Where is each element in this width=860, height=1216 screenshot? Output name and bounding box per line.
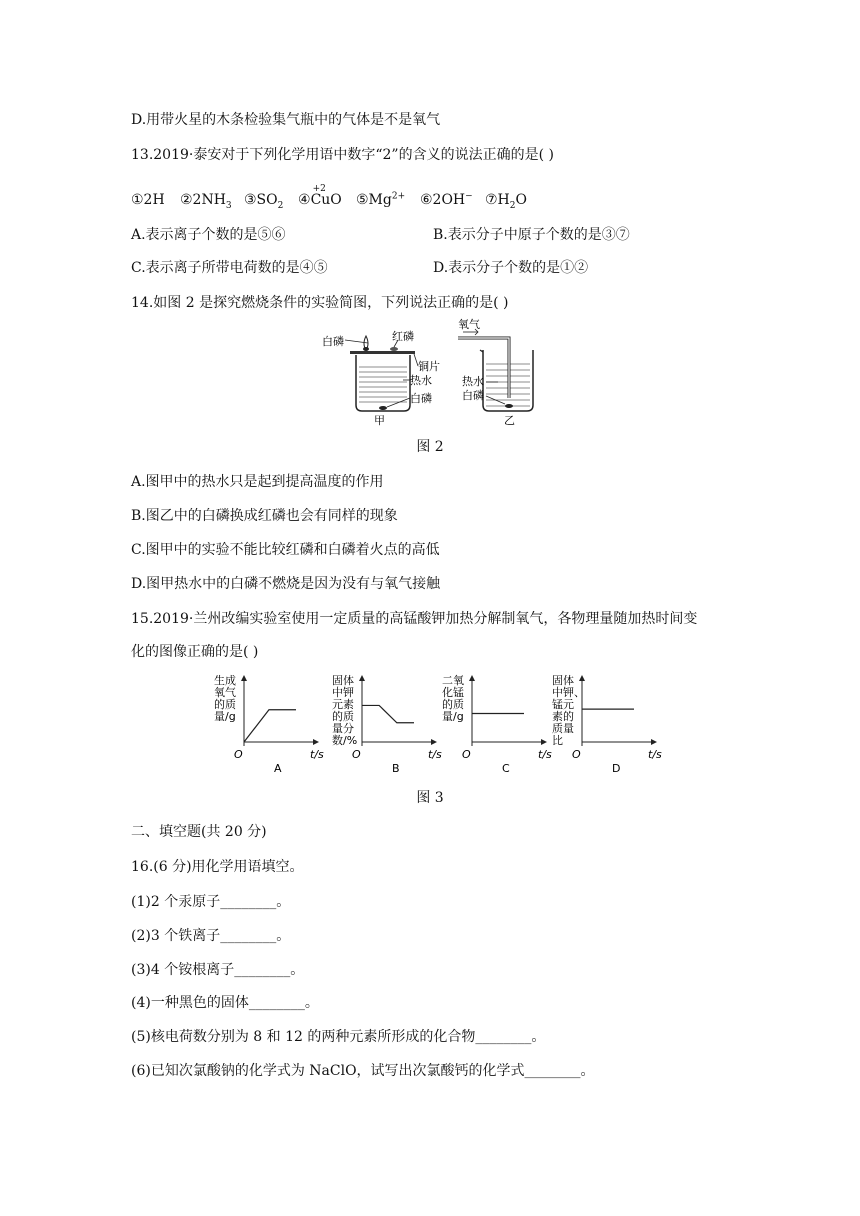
- apparatus-b: [458, 317, 533, 427]
- label-apparatus-a: 甲: [374, 414, 385, 427]
- white-phosphorus-b: [505, 404, 513, 408]
- graph-b: [332, 673, 442, 775]
- graph-ylabel-line: 素的: [552, 710, 574, 723]
- q16-item-6: (6)已知次氯酸钠的化学式为 NaClO，试写出次氯酸钙的化学式________。: [131, 1063, 595, 1079]
- x-axis-label: t/s: [310, 748, 324, 761]
- graph-ylabel-line: 化锰: [442, 686, 464, 699]
- graph-ylabel-line: 固体: [552, 674, 574, 687]
- red-phosphorus: [390, 347, 398, 351]
- label-hot-water-b: 热水: [462, 375, 484, 388]
- graph-ylabel-line: 的质: [214, 698, 236, 711]
- graph-name: D: [612, 762, 621, 775]
- graph-line: [362, 705, 414, 722]
- figure-3-caption: 图 3: [416, 790, 444, 806]
- origin-label: O: [462, 748, 471, 761]
- apparatus-a: [322, 329, 440, 427]
- graph-ylabel-line: 比: [552, 734, 563, 747]
- graph-ylabel-line: 固体: [332, 674, 354, 687]
- q16-item-4: (4)一种黑色的固体________。: [131, 995, 319, 1011]
- symbol-1: ①2H: [131, 192, 165, 208]
- figure-2-caption: 图 2: [416, 439, 444, 455]
- q16-item-5: (5)核电荷数分别为 8 和 12 的两种元素所形成的化合物________。: [131, 1029, 546, 1045]
- symbol-4: ④ +2 CuO: [298, 190, 342, 210]
- valence-mark: +2: [312, 184, 326, 194]
- section-2-heading: 二、填空题(共 20 分): [131, 824, 267, 840]
- label-copper-plate: 铜片: [418, 360, 440, 373]
- graph-ylabel-line: 中钾: [332, 686, 354, 699]
- q16-stem: 16.(6 分)用化学用语填空。: [131, 859, 304, 875]
- symbol-3: $③SO_2$: [244, 192, 284, 211]
- figure-3: [210, 672, 660, 780]
- x-axis-label: t/s: [538, 748, 552, 761]
- graph-ylabel-line: 量/g: [442, 710, 464, 723]
- graph-line: [244, 710, 296, 742]
- q14-option-a: A.图甲中的热水只是起到提高温度的作用: [131, 474, 384, 490]
- graph-ylabel-line: 元素: [332, 698, 354, 711]
- graph-ylabel-line: 的质: [332, 710, 354, 723]
- q16-item-1: (1)2 个汞原子________。: [131, 894, 291, 910]
- beaker-a: [356, 355, 410, 411]
- copper-plate: [350, 351, 415, 354]
- label-white-phosphorus-a: 白磷: [410, 392, 432, 405]
- x-axis-label: t/s: [428, 748, 442, 761]
- graph-ylabel-line: 锰元: [552, 698, 574, 711]
- q14-stem: 14.如图 2 是探究燃烧条件的实验简图，下列说法正确的是( ): [131, 295, 509, 311]
- label-white-phosphorus-b: 白磷: [462, 389, 484, 402]
- figure-2: [318, 318, 558, 428]
- graph-ylabel-line: 量分: [332, 722, 354, 735]
- graph-ylabel-line: 质量: [552, 722, 574, 735]
- white-phosphorus-top: [363, 347, 369, 351]
- graph-ylabel-line: 中钾、: [552, 686, 585, 699]
- q13-option-d: D.表示分子个数的是①②: [433, 260, 589, 276]
- q13-option-b: B.表示分子中原子个数的是③⑦: [433, 227, 630, 243]
- q13-option-c: C.表示离子所带电荷数的是④⑤: [131, 260, 328, 276]
- origin-label: O: [234, 748, 243, 761]
- graph-d: [552, 673, 662, 775]
- q14-option-c: C.图甲中的实验不能比较红磷和白磷着火点的高低: [131, 542, 440, 558]
- graph-ylabel-line: 生成: [214, 674, 236, 687]
- label-apparatus-b: 乙: [504, 414, 515, 427]
- graph-c: [442, 673, 552, 775]
- graph-name: B: [392, 762, 400, 775]
- graphs-group: [214, 673, 662, 775]
- symbol-7: $⑦H_2O$: [485, 192, 527, 211]
- label-white-phosphorus-top: 白磷: [322, 335, 344, 348]
- graph-ylabel-line: 的质: [442, 698, 464, 711]
- graph-a: [214, 673, 324, 775]
- symbol-6: ⑥2OH−: [420, 191, 473, 208]
- q15-stem-line2: 化的图像正确的是( ): [131, 644, 259, 660]
- q16-item-2: (2)3 个铁离子________。: [131, 928, 291, 944]
- graph-ylabel-line: 氧气: [214, 686, 236, 699]
- label-red-phosphorus: 红磷: [392, 330, 414, 343]
- label-hot-water-a: 热水: [410, 374, 432, 387]
- graph-ylabel-line: 二氧: [442, 674, 464, 687]
- symbol-5: $⑤Mg^{2+}$: [356, 191, 406, 208]
- origin-label: O: [352, 748, 361, 761]
- label-oxygen: 氧气: [458, 318, 480, 331]
- q14-option-d: D.图甲热水中的白磷不燃烧是因为没有与氧气接触: [131, 576, 441, 592]
- symbol-2: $②2NH_3$: [180, 192, 232, 211]
- q13-option-a: A.表示离子个数的是⑤⑥: [131, 227, 286, 243]
- q16-item-3: (3)4 个铵根离子________。: [131, 962, 305, 978]
- graph-name: A: [274, 762, 282, 775]
- origin-label: O: [572, 748, 581, 761]
- graph-ylabel-line: 数/%: [332, 734, 358, 747]
- q14-option-b: B.图乙中的白磷换成红磷也会有同样的现象: [131, 508, 398, 524]
- x-axis-label: t/s: [648, 748, 662, 761]
- white-phosphorus-water: [379, 406, 387, 410]
- q13-stem: 13.2019·泰安对于下列化学用语中数字“2”的含义的说法正确的是( ): [131, 147, 554, 163]
- graph-ylabel-line: 量/g: [214, 710, 236, 723]
- graph-name: C: [502, 762, 510, 775]
- q12-option-d: D.用带火星的木条检验集气瓶中的气体是不是氧气: [131, 112, 441, 128]
- q15-stem-line1: 15.2019·兰州改编实验室使用一定质量的高锰酸钾加热分解制氧气，各物理量随加热时间变: [131, 611, 698, 627]
